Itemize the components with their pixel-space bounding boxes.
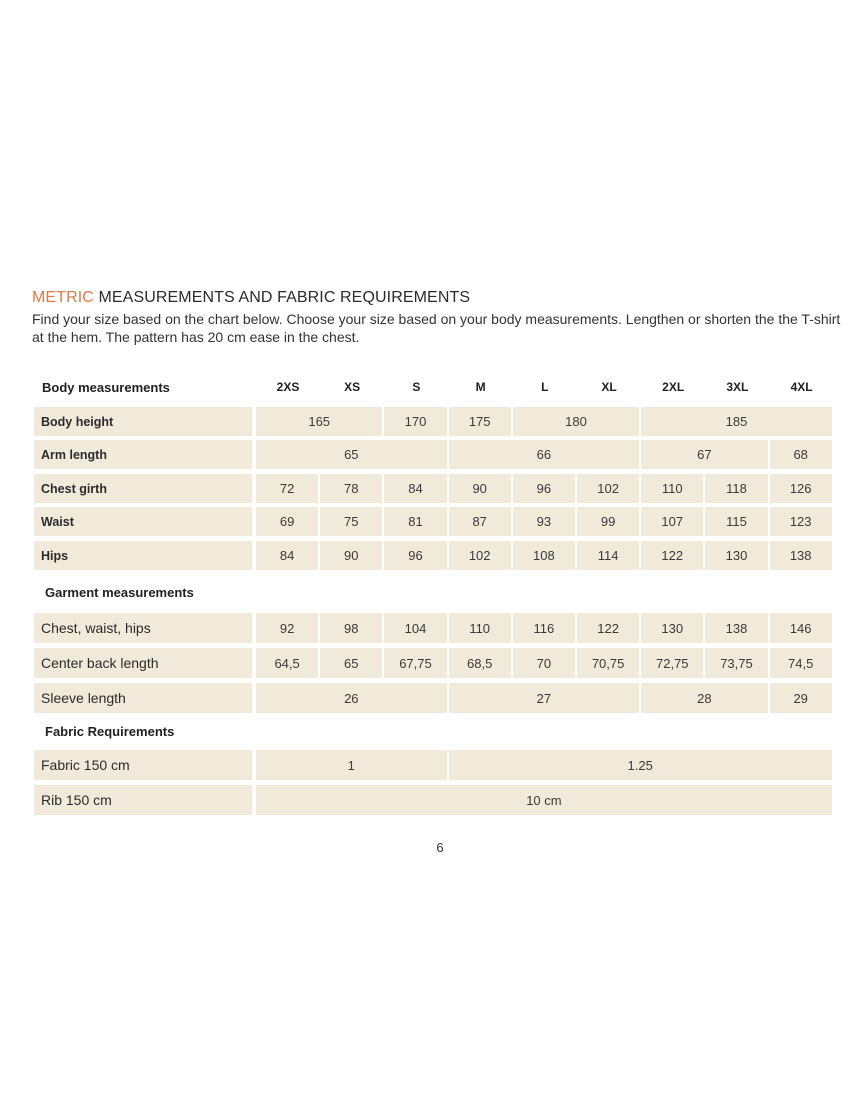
cell-value: 138 <box>789 548 812 563</box>
row-label: Waist <box>34 507 252 536</box>
table-row <box>34 407 826 436</box>
cell-value: 1.25 <box>627 757 653 773</box>
size-header-m: M <box>475 380 486 394</box>
row-label: Fabric 150 cm <box>34 750 252 780</box>
cell-value: 10 cm <box>526 792 562 808</box>
cell-value: 68,5 <box>467 655 493 671</box>
cell-value: 104 <box>404 620 427 636</box>
cell-value: 74,5 <box>788 655 814 671</box>
size-header-s: S <box>412 380 421 394</box>
cell-value: 138 <box>725 620 748 636</box>
cell-value: 28 <box>697 690 712 706</box>
cell-value: 114 <box>597 548 619 563</box>
cell-value: 96 <box>408 548 423 563</box>
page-number: 6 <box>436 840 444 855</box>
cell-value: 170 <box>404 414 427 429</box>
table-row <box>34 440 826 469</box>
table-row <box>34 683 826 713</box>
size-header-4xl: 4XL <box>790 380 813 394</box>
cell-value: 110 <box>469 620 491 636</box>
cell-value: 96 <box>536 481 552 496</box>
cell-value: 84 <box>279 548 295 563</box>
table-row <box>34 613 826 643</box>
row-label: Chest girth <box>34 474 252 503</box>
cell-value: 122 <box>661 548 684 563</box>
cell-value: 1 <box>347 757 355 773</box>
table-row <box>34 648 826 678</box>
table-row <box>34 750 826 780</box>
row-label: Sleeve length <box>34 683 252 713</box>
cell-value: 67 <box>697 447 712 462</box>
size-header-xs: XS <box>344 380 361 394</box>
row-label: Center back length <box>34 648 252 678</box>
cell-value: 67,75 <box>399 655 432 671</box>
cell-value: 130 <box>661 620 684 636</box>
cell-value: 64,5 <box>274 655 300 671</box>
cell-value: 146 <box>789 620 812 636</box>
cell-value: 93 <box>536 514 552 529</box>
title-rest: MEASUREMENTS AND FABRIC REQUIREMENTS <box>93 289 471 306</box>
cell-value: 185 <box>725 414 748 429</box>
cell-value: 70 <box>536 655 552 671</box>
cell-value: 102 <box>468 548 491 563</box>
cell-value: 65 <box>344 447 359 462</box>
cell-value: 98 <box>344 620 359 636</box>
cell-value: 90 <box>344 548 359 563</box>
fabric-requirements-heading: Fabric Requirements <box>45 724 175 739</box>
row-label: Rib 150 cm <box>34 785 252 815</box>
cell-value: 81 <box>408 514 423 529</box>
size-header-row <box>34 380 826 400</box>
cell-value: 29 <box>793 690 808 706</box>
table-row <box>34 507 826 536</box>
body-measurements-heading: Body measurements <box>42 380 170 395</box>
size-header-l: L <box>541 380 549 394</box>
cell-value: 68 <box>793 447 808 462</box>
cell-value: 116 <box>533 620 555 636</box>
cell-value: 69 <box>279 514 295 529</box>
cell-value: 122 <box>597 620 619 636</box>
row-label: Hips <box>34 541 252 570</box>
intro-text: Find your size based on the chart below. Choose your size based on your body measurements. Lengthen or shorten the the T-shirt at the hem. The pattern has 20 cm ease in the chest. <box>32 311 841 345</box>
cell-value: 84 <box>408 481 423 496</box>
cell-value: 87 <box>472 514 487 529</box>
cell-value: 118 <box>726 481 747 496</box>
cell-value: 99 <box>600 514 616 529</box>
size-header-2xl: 2XL <box>662 380 685 394</box>
cell-value: 107 <box>661 514 684 529</box>
size-header-2xs: 2XS <box>276 380 300 394</box>
cell-value: 70,75 <box>591 655 625 671</box>
cell-value: 180 <box>565 414 587 429</box>
row-label: Arm length <box>34 440 252 469</box>
cell-value: 72 <box>279 481 295 496</box>
cell-value: 115 <box>726 514 747 529</box>
cell-value: 78 <box>344 481 359 496</box>
cell-value: 108 <box>533 548 555 563</box>
title-accent: METRIC <box>32 289 94 306</box>
cell-value: 102 <box>597 481 619 496</box>
row-label: Chest, waist, hips <box>34 613 252 643</box>
cell-value: 175 <box>468 414 491 429</box>
cell-value: 27 <box>536 690 552 706</box>
cell-value: 123 <box>789 514 812 529</box>
page-title <box>32 289 470 307</box>
cell-value: 130 <box>725 548 748 563</box>
cell-value: 165 <box>308 414 331 429</box>
cell-value: 126 <box>789 481 812 496</box>
row-label: Body height <box>34 407 252 436</box>
garment-measurements-heading: Garment measurements <box>45 585 194 600</box>
cell-value: 66 <box>536 447 552 462</box>
cell-value: 72,75 <box>656 655 689 671</box>
cell-value: 75 <box>344 514 359 529</box>
cell-value: 65 <box>344 655 359 671</box>
table-row <box>34 785 826 815</box>
table-row <box>34 541 826 570</box>
cell-value: 26 <box>344 690 359 706</box>
cell-value: 90 <box>472 481 487 496</box>
table-row <box>34 474 826 503</box>
size-header-3xl: 3XL <box>726 380 749 394</box>
size-header-xl: XL <box>601 380 617 394</box>
cell-value: 73,75 <box>720 655 753 671</box>
cell-value: 92 <box>279 620 295 636</box>
cell-value: 110 <box>661 481 683 496</box>
